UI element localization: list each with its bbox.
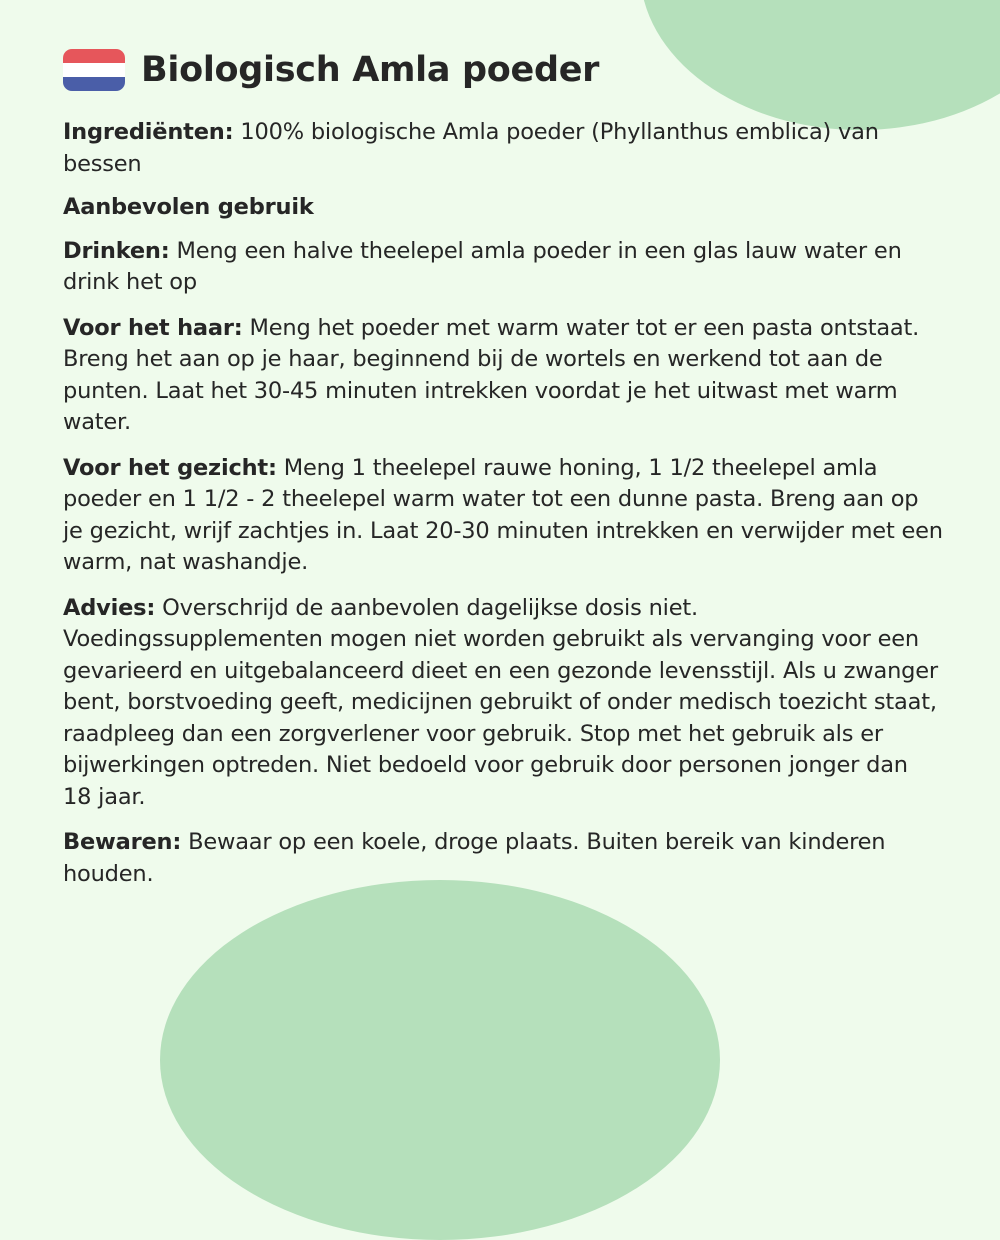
face-text: Meng 1 theelepel rauwe honing, 1 1/2 theelepel amla poeder en 1 1/2 - 2 theelepel warm water tot een dunne pasta. Breng aan op je gezicht, wrijf zachtjes in. Laat 20-30 minuten intrekken en verwijder met een warm, nat washandje. <box>63 454 943 575</box>
advice-text: Overschrijd de aanbevolen dagelijkse dosis niet. Voedingssupplementen mogen niet worden gebruikt als vervanging voor een gevarieerd en uitgebalanceerd dieet en een gezonde levensstijl. Als u zwanger bent, borstvoeding geeft, medicijnen gebruikt of onder medisch toezicht staat, raadpleeg dan een zorgverlener voor gebruik. Stop met het gebruik als er bijwerkingen optreden. Niet bedoeld voor gebruik door personen jonger dan 18 jaar. <box>63 594 938 810</box>
storage-text: Bewaar op een koele, droge plaats. Buiten bereik van kinderen houden. <box>63 829 886 887</box>
storage-paragraph <box>63 827 943 890</box>
flag-stripe-blue <box>63 77 125 91</box>
ingredients-text: 100% biologische Amla poeder (Phyllanthus emblica) van bessen <box>63 119 879 177</box>
page-title: Biologisch Amla poeder <box>141 50 600 90</box>
header <box>63 40 943 100</box>
recommended-use-heading: Aanbevolen gebruik <box>63 194 314 220</box>
hair-paragraph <box>63 313 943 439</box>
product-info-panel <box>63 40 943 890</box>
advice-paragraph <box>63 593 943 814</box>
face-label: Voor het gezicht: <box>63 454 277 481</box>
decorative-circle-bottom <box>160 880 720 1240</box>
hair-text: Meng het poeder met warm water tot er een pasta ontstaat. Breng het aan op je haar, beginnend bij de wortels en werkend tot aan de punten. Laat het 30-45 minuten intrekken voordat je het uitwast met warm water. <box>63 314 920 435</box>
netherlands-flag-icon <box>63 49 125 91</box>
drinking-text: Meng een halve theelepel amla poeder in een glas lauw water en drink het op <box>63 237 902 295</box>
drinking-paragraph <box>63 236 943 299</box>
storage-label: Bewaren: <box>63 829 182 855</box>
face-paragraph <box>63 453 943 579</box>
ingredients-paragraph <box>63 117 943 180</box>
drinking-label: Drinken: <box>63 237 170 264</box>
flag-stripe-red <box>63 49 125 63</box>
ingredients-label: Ingrediënten: <box>63 119 234 145</box>
flag-stripe-white <box>63 63 125 77</box>
advice-label: Advies: <box>63 594 156 621</box>
hair-label: Voor het haar: <box>63 314 243 341</box>
